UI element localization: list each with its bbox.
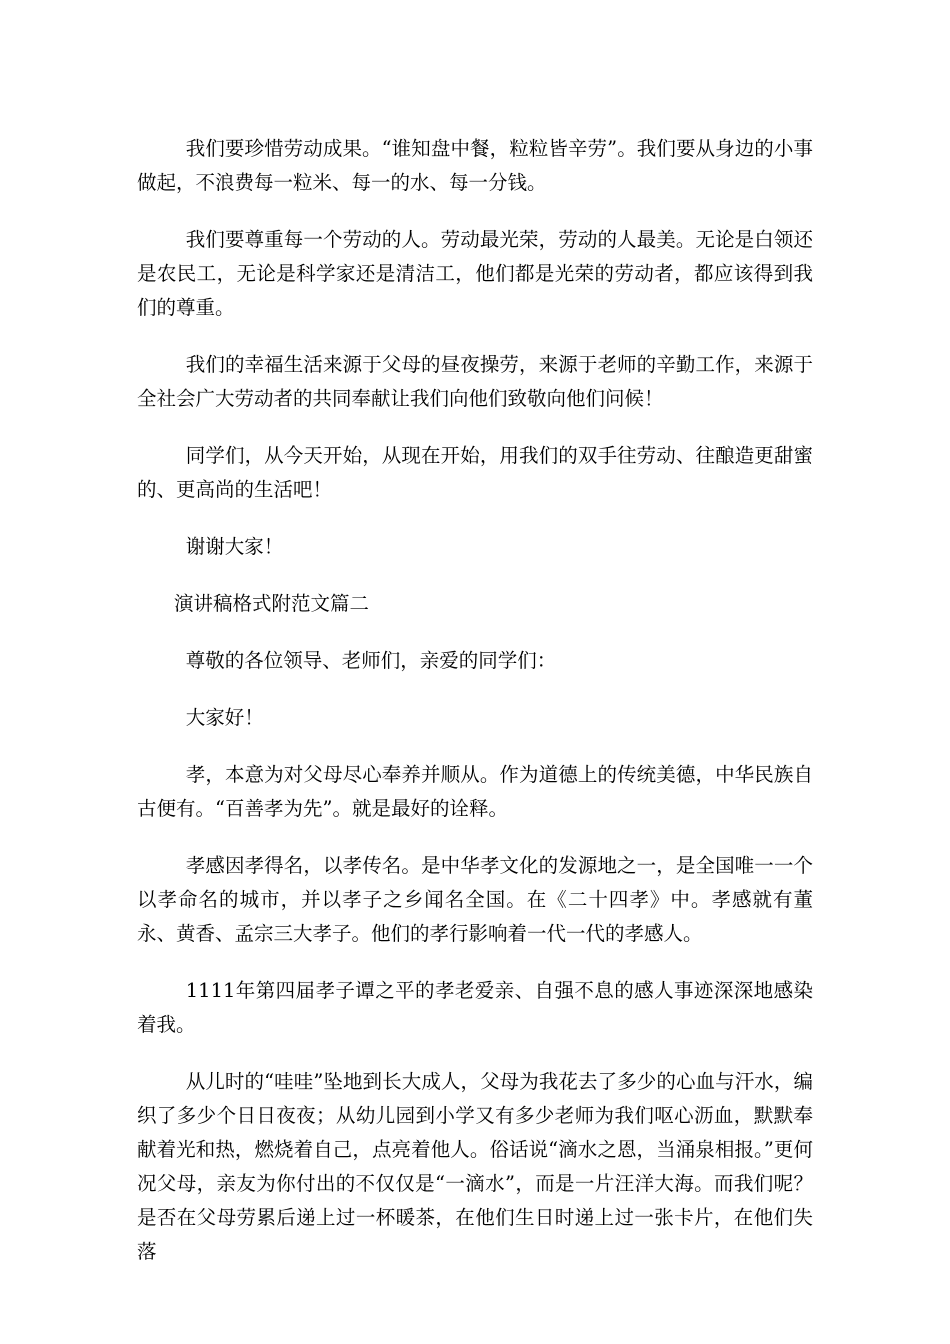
paragraph: 大家好！	[185, 706, 264, 729]
paragraph: 我们要尊重每一个劳动的人。劳动最光荣，劳动的人最美。无论是白领还是农民工，无论是科学家还是清洁工，他们都是光荣的劳动者，都应该得到我们的尊重。	[137, 228, 813, 319]
document-body	[137, 132, 813, 1292]
paragraph: 谢谢大家！	[185, 535, 284, 558]
paragraph: 我们要珍惜劳动成果。“谁知盘中餐，粒粒皆辛劳”。我们要从身边的小事做起，不浪费每一粒米、每一的水、每一分钱。	[137, 137, 813, 194]
paragraph: 我们的幸福生活来源于父母的昼夜操劳，来源于老师的辛勤工作，来源于全社会广大劳动者的共同奉献让我们向他们致敬向他们问候！	[137, 353, 813, 410]
paragraph: 孝，本意为对父母尽心奉养并顺从。作为道德上的传统美德，中华民族自古便有。“百善孝为先”。就是最好的诠释。	[137, 763, 813, 820]
paragraph: 同学们，从今天开始，从现在开始，用我们的双手往劳动、往酿造更甜蜜的、更高尚的生活吧！	[137, 444, 813, 501]
section-heading: 演讲稿格式附范文篇二	[174, 592, 370, 615]
paragraph: 从儿时的“哇哇”坠地到长大成人，父母为我花去了多少的心血与汗水，编织了多少个日日夜夜；从幼儿园到小学又有多少老师为我们呕心沥血，默默奉献着光和热，燃烧着自己，点亮着他人。俗话说“滴水之恩，当涌泉相报。”更何况父母，亲友为你付出的不仅仅是“一滴水”，而是一片汪洋大海。而我们呢？是否在父母劳累后递上过一杯暖茶，在他们生日时递上过一张卡片，在他们失落	[137, 1070, 813, 1263]
paragraph: 孝感因孝得名，以孝传名。是中华孝文化的发源地之一，是全国唯一一个以孝命名的城市，并以孝子之乡闻名全国。在《二十四孝》中。孝感就有董永、黄香、孟宗三大孝子。他们的孝行影响着一代一代的孝感人。	[137, 854, 813, 945]
greeting: 尊敬的各位领导、老师们，亲爱的同学们：	[185, 649, 557, 672]
paragraph: 1111年第四届孝子谭之平的孝老爱亲、自强不息的感人事迹深深地感染着我。	[137, 979, 813, 1036]
